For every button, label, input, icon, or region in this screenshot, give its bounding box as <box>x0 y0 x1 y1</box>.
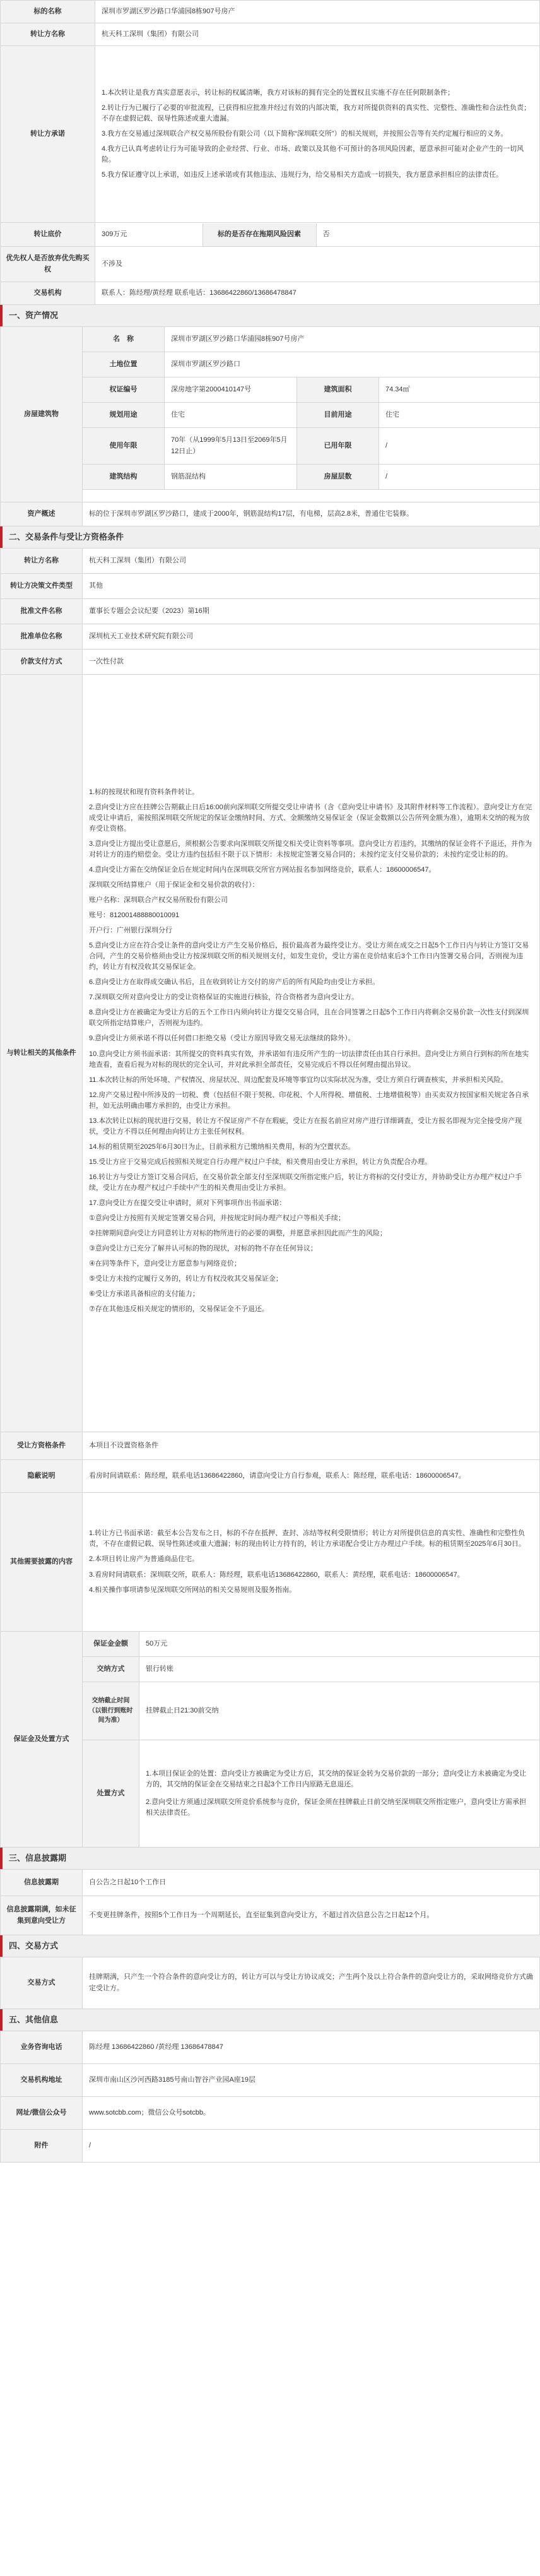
summary-table <box>0 0 540 305</box>
risk-value: 否 <box>322 230 330 238</box>
priority-value: 不涉及 <box>95 247 540 282</box>
cert-value: 深房地字第2000410147号 <box>165 377 297 403</box>
deposit-deadline-value: 挂牌截止日21:30前交纳 <box>139 1682 540 1740</box>
priority-label: 优先权人是否放弃优先购买权 <box>1 247 95 282</box>
deposit-deadline-label: 交纳截止时间（以银行到账时间为准） <box>83 1682 139 1740</box>
condition-item: 11.本次转让标的所处环境、产权情况、房屋状况、周边配套及环境等事宜均以实际状况为准，受让方须自行调查核实，并承担相关风险。 <box>89 1076 508 1084</box>
commitment-paragraph: 5.我方保证遵守以上承诺，如违反上述承诺或有其他违法、违规行为，给交易相关方造成一切损失，我方愿意承担相应的法律责任。 <box>102 171 503 179</box>
floors-label: 房屋层数 <box>297 465 379 490</box>
used-years-label: 已用年限 <box>297 428 379 465</box>
method-label: 交易方式 <box>1 1957 83 2009</box>
risk-label: 标的是否存在拖期风险因素 <box>202 223 316 246</box>
disclosure-extend-label: 信息披露期满，如未征集到意向受让方 <box>1 1896 83 1935</box>
attachment-label: 附件 <box>1 2130 83 2163</box>
condition-item: ⑦存在其他违反相关规定的情形的，交易保证金不予退还。 <box>89 1305 269 1314</box>
deposit-method-value: 银行转账 <box>139 1657 540 1682</box>
assets-table <box>0 326 540 526</box>
condition-item: 10.意向受让方须书面承诺：其所提交的资料真实有效，并承诺如有违反所产生的一切法律责任由其自行承担。意向受让方须自行到标的所在地实地查看，查看后视为对标的现状的完全认可，并对此承担全部责任，交易完成后不得以任何理由提出异议。 <box>89 1050 529 1069</box>
commitment-paragraph: 3.我方在交易通过深圳联合产权交易所股份有限公司（以下简称“深圳联交所”）的相关规则，并按照公告等有关约定履行相应的义务。 <box>102 129 508 138</box>
condition-item: 7.深圳联交所对意向受让方的受让资格保证的实施进行核验，符合资格者为意向受让方。 <box>89 994 359 1002</box>
disclosure-period-value: 自公告之日起10个工作日 <box>83 1870 540 1896</box>
guarantee-value: 看房时间请联系：陈经理，联系电话13686422860，请意向受让方自行参观，联系人：陈经理，联系电话：18600006547。 <box>83 1460 540 1493</box>
website-value: www.sotcbb.com；微信公众号sotcbb。 <box>83 2097 540 2130</box>
other-disclosure-label: 其他需要披露的内容 <box>1 1493 83 1632</box>
base-price-label: 转让底价 <box>1 223 95 247</box>
disclosure-period-label: 信息披露期 <box>1 1870 83 1896</box>
agency-value: 联系人：陈经理/黄经理 联系电话：13686422860/13686478847 <box>95 282 540 305</box>
area-value: 74.34㎡ <box>379 377 540 403</box>
deposit-handling-item: 2.意向受让方须通过深圳联交所竞价系统参与竞价，保证金须在挂牌截止日前交纳至深圳联交所指定账户，意向受让方需承担相关法律责任。 <box>146 1798 527 1817</box>
decision-type-value: 其他 <box>83 574 540 599</box>
disclosure-item: 1.转让方已书面承诺：截至本公告发布之日，标的不存在抵押、查封、冻结等权利受限情形；转让方对所提供信息的真实性、准确性和完整性负责，不存在虚假记载、误导性陈述或重大遗漏；标的现由转让方持有的，转让方承诺配合受让方办理过户手续。标的租赁期至2025年6月30日。 <box>89 1529 525 1548</box>
asset-desc-value: 标的位于深圳市罗湖区罗沙路口，建成于2000年，钢筋混结构17层，有电梯，层高2.8米，普通住宅装修。 <box>83 502 540 526</box>
current-use-label: 目前用途 <box>297 403 379 428</box>
phone-value: 陈经理 13686422860 /黄经理 13686478847 <box>83 2031 540 2064</box>
condition-item: ②挂牌期间意向受让方同意转让方对标的物所进行的必要的调整，并愿意承担因此而产生的风险； <box>89 1230 387 1238</box>
contact-table <box>0 2031 540 2163</box>
website-label: 网址/微信公众号 <box>1 2097 83 2130</box>
deposit-label: 保证金及处置方式 <box>1 1632 83 1848</box>
condition-item: 15.受让方应于交易完成后按照相关规定自行办理产权过户手续，相关费用由受让方承担，转让方负责配合办理。 <box>89 1158 432 1166</box>
commitment-paragraph: 1.本次转让是我方真实意愿表示，转让标的权属清晰，我方对该标的拥有完全的处置权且实施不存在任何限制条件； <box>102 88 455 97</box>
approval-doc-value: 董事长专题会会议纪要（2023）第16期 <box>83 599 540 624</box>
condition-item: ⑤受让方未按约定履行义务的，转让方有权没收其交易保证金； <box>89 1275 283 1283</box>
condition-item: 9.意向受让方须承诺不得以任何借口拒绝交易（受让方原因导致交易无法继续的除外）。 <box>89 1035 355 1043</box>
condition-item: ①意向受让方按照有关规定签署交易合同，并按规定时间办理产权过户等相关手续； <box>89 1214 345 1223</box>
decision-type-label: 转让方决策文件类型 <box>1 574 83 599</box>
approval-doc-label: 批准文件名称 <box>1 599 83 624</box>
disclosure-item: 3.看房时间请联系：深圳联交所，联系人：陈经理，联系电话13686422860，联系人：黄经理，联系电话：18600006547。 <box>89 1570 464 1579</box>
condition-item: 1.标的按现状和现有资料条件转让。 <box>89 788 199 796</box>
transferor-value: 杭天科工深圳（集团）有限公司 <box>95 23 540 46</box>
condition-item: 5.意向受让方应在符合受让条件的意向受让方产生交易价格后，报价最高者为最终受让方。受让方须在成交之日起5个工作日内与转让方签订交易合同，产生的交易价格须由受让方按深圳联交所的相关规则支付，如发生竞价，受让方需在竞价结束后3个工作日内签署交易合同，否则视为违约，转让方有权没收其交易保证金。 <box>89 942 529 971</box>
condition-item: 12.房产交易过程中所涉及的一切税、费（包括但不限于契税、印花税、个人所得税、增值税、土地增值税等）由买卖双方按国家相关规定各自承担，如无法明确由哪方承担的，由受让方承担。 <box>89 1091 529 1110</box>
qualification-value: 本项目不设置资格条件 <box>83 1432 540 1460</box>
condition-item: 8.意向受让方在被确定为受让方后的五个工作日内须向转让方提交交易合同，且在合同签署之日起5个工作日内将剩余交易价款一次性支付到深圳联交所指定结算账户，否则视为违约。 <box>89 1009 529 1028</box>
term-label: 使用年限 <box>83 428 165 465</box>
cert-label: 权证编号 <box>83 377 165 403</box>
transferor-name-label: 转让方名称 <box>1 549 83 574</box>
payment-value: 一次性付款 <box>83 650 540 675</box>
section-disclosure-header: 三、信息披露期 <box>0 1848 540 1869</box>
area-label: 建筑面积 <box>297 377 379 403</box>
base-price-value: 309万元 <box>102 230 127 238</box>
section-assets-header: 一、资产情况 <box>0 305 540 326</box>
attachment-value: / <box>83 2130 540 2163</box>
address-value: 深圳市南山区沙河西路3185号南山智谷产业园A座19层 <box>83 2064 540 2097</box>
asset-name-value: 深圳市罗湖区罗沙路口华浦园8栋907号房产 <box>165 327 540 352</box>
deposit-handling-text <box>139 1740 540 1848</box>
commitment-paragraph: 4.我方已认真考虑转让行为可能导致的企业经营、行业、市场、政策以及其他不可预计的各项风险因素，愿意承担可能对企业产生的一切风险。 <box>102 145 524 164</box>
current-use-value: 住宅 <box>379 403 540 428</box>
asset-name-label: 名 称 <box>83 327 165 352</box>
deposit-amount-label: 保证金金额 <box>83 1632 139 1657</box>
other-conditions-text <box>83 675 540 1432</box>
deposit-method-label: 交纳方式 <box>83 1657 139 1682</box>
condition-item: 3.意向受让方提出受让意愿后，须根据公告要求向深圳联交所提交相关受让资料等事项。意向受让方若违约，其缴纳的保证金将不予退还，并作为对转让方的违约赔偿金。受让方违约包括但不限于以下情形：未按规定签署交易合同的；未按约定支付交易价款的；未按约定受让标的的。 <box>89 840 532 858</box>
condition-item: 账户名称：深圳联合产权交易所股份有限公司 <box>89 896 228 904</box>
condition-item: 4.意向受让方需在交纳保证金后在规定时间内在深圳联交所官方网站报名参加网络竞价，联系人：18600006547。 <box>89 865 436 874</box>
location-label: 土地位置 <box>83 352 165 377</box>
approver-label: 批准单位名称 <box>1 624 83 650</box>
approver-value: 深圳杭天工业技术研究院有限公司 <box>83 624 540 650</box>
section-method-header: 四、交易方式 <box>0 1935 540 1957</box>
building-group-label: 房屋建筑物 <box>1 327 83 502</box>
qualification-label: 受让方资格条件 <box>1 1432 83 1460</box>
condition-item: 16.转让方与受让方签订交易合同后，在交易价款全部支付至深圳联交所指定账户后，转让方将标的交付受让方，并协助受让方办理产权过户手续，受让方在办理产权过户手续中产生的相关费用由受让方承担。 <box>89 1173 522 1192</box>
address-label: 交易机构地址 <box>1 2064 83 2097</box>
planned-use-value: 住宅 <box>165 403 297 428</box>
structure-value: 钢筋混结构 <box>165 465 297 490</box>
condition-item: 14.标的租赁期至2025年6月30日为止，目前承租方已缴纳相关费用，标的为空置状态。 <box>89 1143 355 1151</box>
structure-label: 建筑结构 <box>83 465 165 490</box>
asset-desc-label: 资产概述 <box>1 502 83 526</box>
transferor-name-value: 杭天科工深圳（集团）有限公司 <box>83 549 540 574</box>
condition-item: 17.意向受让方在提交受让申请时，须对下列事项作出书面承诺： <box>89 1199 286 1208</box>
commitment-text <box>95 46 540 223</box>
used-years-value: / <box>379 428 540 465</box>
method-value: 挂牌期满，只产生一个符合条件的意向受让方的，转让方可以与受让方协议成交；产生两个及以上符合条件的意向受让方的，采取网络竞价方式确定受让方。 <box>83 1957 540 2009</box>
commitment-label: 转让方承诺 <box>1 46 95 223</box>
condition-item: 开户行：广州银行深圳分行 <box>89 927 172 935</box>
deposit-amount-value: 50万元 <box>139 1632 540 1657</box>
commitment-paragraph: 2.转让行为已履行了必要的审批流程，已获得相应批准并经过有效的内部决策，我方对所提供资料的真实性、完整性、准确性和合法性负责；不存在虚假记载、误导性陈述或重大遗漏。 <box>102 104 531 122</box>
section-trading-header: 二、交易条件与受让方资格条件 <box>0 526 540 548</box>
disclosure-item: 2.本项目转让房产为普通商品住宅。 <box>89 1555 199 1564</box>
trading-table <box>0 548 540 1848</box>
section-contact-header: 五、其他信息 <box>0 2009 540 2031</box>
condition-item: 13.本次转让以标的现状进行交易，转让方不保证房产不存在瑕疵，受让方在报名前应对房产进行详细调查，受让方报名即视为完全接受房产现状，受让方不得以任何理由向转让方主张任何权利。 <box>89 1117 522 1136</box>
target-name-value: 深圳市罗湖区罗沙路口华浦园8栋907号房产 <box>95 1 540 23</box>
condition-item: ⑥受让方承诺具备相应的支付能力； <box>89 1290 199 1298</box>
term-value: 70年（从1999年5月13日至2069年5月12日止） <box>165 428 297 465</box>
agency-label: 交易机构 <box>1 282 95 305</box>
condition-item: 账号：812001488880010091 <box>89 911 180 920</box>
floors-value: / <box>379 465 540 490</box>
disclosure-item: 4.相关操作事项请参见深圳联交所网站的相关交易规则及服务指南。 <box>89 1586 296 1594</box>
condition-item: 6.意向受让方在取得成交确认书后，且在收到转让方交付的房产后的所有风险均由受让方承担。 <box>89 978 380 987</box>
guarantee-label: 隐蔽说明 <box>1 1460 83 1493</box>
condition-item: ④在同等条件下，意向受让方愿意参与网络竞价； <box>89 1260 241 1268</box>
disclosure-table <box>0 1869 540 1935</box>
deposit-handling-item: 1.本项目保证金的处置：意向受让方被确定为受让方后，其交纳的保证金转为交易价款的一部分；意向受让方未被确定为受让方的，其交纳的保证金在交易结束之日起3个工作日内原路无息退还。 <box>146 1770 527 1789</box>
condition-item: ③意向受让方已充分了解并认可标的物的现状，对标的物不存在任何异议； <box>89 1245 317 1253</box>
condition-item: 深圳联交所结算账户（用于保证金和交易价款的收付）： <box>89 881 259 889</box>
location-value: 深圳市罗湖区罗沙路口 <box>165 352 540 377</box>
phone-label: 业务咨询电话 <box>1 2031 83 2064</box>
other-disclosure-text <box>83 1493 540 1632</box>
method-table <box>0 1957 540 2009</box>
transferor-label: 转让方名称 <box>1 23 95 46</box>
disclosure-extend-value: 不变更挂牌条件，按照5个工作日为一个周期延长，直至征集到意向受让方，不超过首次信息公告之日起12个月。 <box>83 1896 540 1935</box>
target-name-label: 标的名称 <box>1 1 95 23</box>
other-conditions-label: 与转让相关的其他条件 <box>1 675 83 1432</box>
payment-label: 价款支付方式 <box>1 650 83 675</box>
planned-use-label: 规划用途 <box>83 403 165 428</box>
deposit-handling-label: 处置方式 <box>83 1740 139 1848</box>
condition-item: 2.意向受让方应在挂牌公告期截止日后16:00前向深圳联交所提交受让申请书（含《意向受让申请书》及其附件材料等工作流程）。意向受让方在完成受让申请后，需按照深圳联交所规定的保证金缴纳时间、方式、金额缴纳交易保证金（保证金数额以公告所列金额为准），逾期未交纳的视为放弃受让资格。 <box>89 803 532 833</box>
